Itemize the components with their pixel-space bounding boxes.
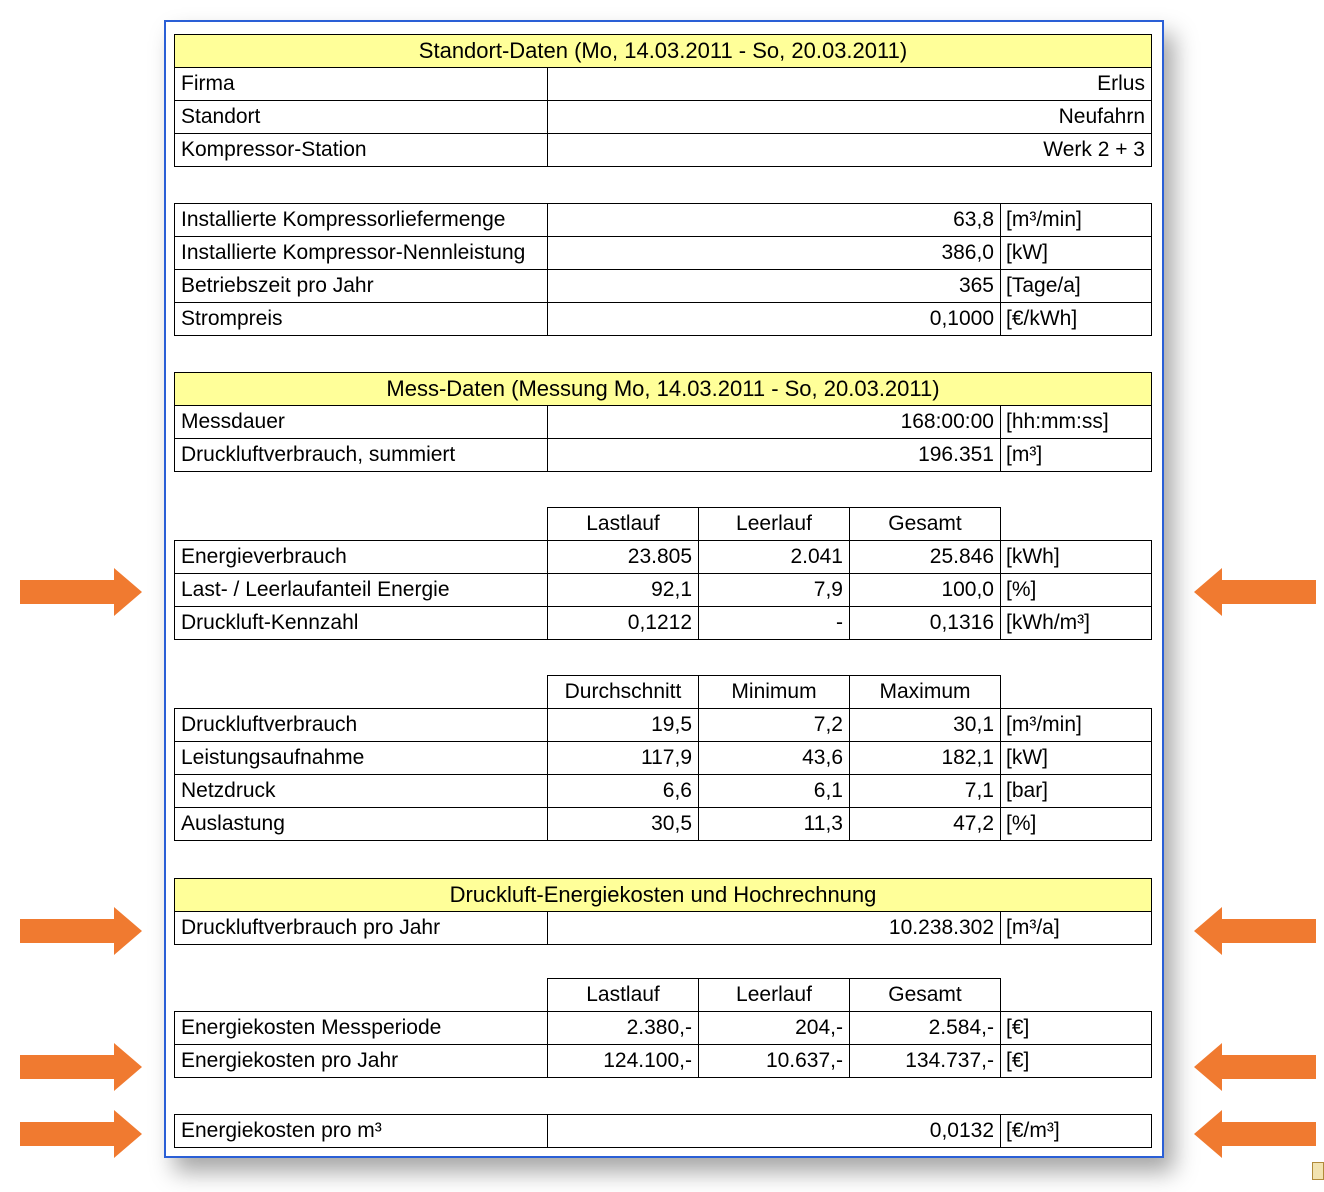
row-unit: [%] <box>1001 808 1152 841</box>
column-header-row <box>175 508 1152 541</box>
column-header-row <box>175 979 1152 1012</box>
row-label: Installierte Kompressorliefermenge <box>175 204 548 237</box>
row-label: Strompreis <box>175 303 548 336</box>
cell-value: 124.100,- <box>548 1045 699 1078</box>
column-header: Lastlauf <box>548 508 699 541</box>
row-unit: [kWh/m³] <box>1001 607 1152 640</box>
row-label: Energiekosten pro Jahr <box>175 1045 548 1078</box>
row-unit: [kWh] <box>1001 541 1152 574</box>
row-unit: [m³] <box>1001 439 1152 472</box>
column-header: Leerlauf <box>699 979 850 1012</box>
column-header: Gesamt <box>850 508 1001 541</box>
table-row <box>175 1115 1152 1148</box>
table-row <box>175 237 1152 270</box>
arrow-left-icon <box>1194 568 1316 616</box>
row-value: Neufahrn <box>548 101 1152 134</box>
arrow-right-icon <box>20 907 142 955</box>
arrow-right-icon <box>20 568 142 616</box>
kosten-table <box>174 878 1152 945</box>
row-label: Messdauer <box>175 406 548 439</box>
cell-value: 7,2 <box>699 709 850 742</box>
standort-title: Standort-Daten (Mo, 14.03.2011 - So, 20.03.2011) <box>175 35 1152 68</box>
row-unit: [€] <box>1001 1012 1152 1045</box>
row-unit: [bar] <box>1001 775 1152 808</box>
cell-value: 204,- <box>699 1012 850 1045</box>
row-unit: [kW] <box>1001 237 1152 270</box>
report-page <box>164 20 1164 1158</box>
row-unit: [€] <box>1001 1045 1152 1078</box>
cell-value: 23.805 <box>548 541 699 574</box>
row-label: Last- / Leerlaufanteil Energie <box>175 574 548 607</box>
row-label: Standort <box>175 101 548 134</box>
cell-value: 47,2 <box>850 808 1001 841</box>
installation-table <box>174 203 1152 336</box>
row-label: Auslastung <box>175 808 548 841</box>
table-row <box>175 709 1152 742</box>
row-label: Energiekosten pro m³ <box>175 1115 548 1148</box>
row-unit: [kW] <box>1001 742 1152 775</box>
row-unit: [%] <box>1001 574 1152 607</box>
table-row <box>175 541 1152 574</box>
arrow-left-icon <box>1194 1043 1316 1091</box>
table-row <box>175 607 1152 640</box>
cell-value: 6,1 <box>699 775 850 808</box>
column-header: Lastlauf <box>548 979 699 1012</box>
row-unit: [hh:mm:ss] <box>1001 406 1152 439</box>
row-value: 168:00:00 <box>548 406 1001 439</box>
cell-value: 11,3 <box>699 808 850 841</box>
row-value: 63,8 <box>548 204 1001 237</box>
cell-value: 2.584,- <box>850 1012 1001 1045</box>
column-header: Maximum <box>850 676 1001 709</box>
table-row <box>175 406 1152 439</box>
cell-value: 10.637,- <box>699 1045 850 1078</box>
row-unit: [€/m³] <box>1001 1115 1152 1148</box>
row-label: Druckluftverbrauch <box>175 709 548 742</box>
cell-value: 182,1 <box>850 742 1001 775</box>
row-label: Kompressor-Station <box>175 134 548 167</box>
mess-title: Mess-Daten (Messung Mo, 14.03.2011 - So, 20.03.2011) <box>175 373 1152 406</box>
cell-value: 117,9 <box>548 742 699 775</box>
cell-value: - <box>699 607 850 640</box>
row-label: Druckluftverbrauch pro Jahr <box>175 912 548 945</box>
row-label: Energiekosten Messperiode <box>175 1012 548 1045</box>
table-row <box>175 303 1152 336</box>
arrow-right-icon <box>20 1043 142 1091</box>
row-label: Druckluftverbrauch, summiert <box>175 439 548 472</box>
row-label: Netzdruck <box>175 775 548 808</box>
cell-value: 6,6 <box>548 775 699 808</box>
table-row <box>175 134 1152 167</box>
row-label: Energieverbrauch <box>175 541 548 574</box>
table-row <box>175 808 1152 841</box>
row-value: 196.351 <box>548 439 1001 472</box>
cell-value: 30,5 <box>548 808 699 841</box>
standort-table <box>174 34 1152 167</box>
table-row <box>175 204 1152 237</box>
row-value: Erlus <box>548 68 1152 101</box>
row-unit: [m³/min] <box>1001 709 1152 742</box>
cell-value: 7,9 <box>699 574 850 607</box>
row-value: 365 <box>548 270 1001 303</box>
table-row <box>175 1045 1152 1078</box>
row-value: 0,0132 <box>548 1115 1001 1148</box>
cell-value: 2.041 <box>699 541 850 574</box>
row-unit: [€/kWh] <box>1001 303 1152 336</box>
energie-table <box>174 507 1152 640</box>
table-row <box>175 270 1152 303</box>
table-row <box>175 574 1152 607</box>
page-corner-marker <box>1312 1162 1324 1180</box>
row-unit: [Tage/a] <box>1001 270 1152 303</box>
column-header: Leerlauf <box>699 508 850 541</box>
row-label: Firma <box>175 68 548 101</box>
mess-table <box>174 372 1152 472</box>
row-label: Druckluft-Kennzahl <box>175 607 548 640</box>
cell-value: 2.380,- <box>548 1012 699 1045</box>
stats-table <box>174 675 1152 841</box>
table-row <box>175 439 1152 472</box>
column-header: Gesamt <box>850 979 1001 1012</box>
cell-value: 43,6 <box>699 742 850 775</box>
cell-value: 30,1 <box>850 709 1001 742</box>
column-header-row <box>175 676 1152 709</box>
row-value: 10.238.302 <box>548 912 1001 945</box>
cell-value: 92,1 <box>548 574 699 607</box>
row-value: Werk 2 + 3 <box>548 134 1152 167</box>
cell-value: 7,1 <box>850 775 1001 808</box>
row-unit: [m³/a] <box>1001 912 1152 945</box>
cell-value: 134.737,- <box>850 1045 1001 1078</box>
row-value: 386,0 <box>548 237 1001 270</box>
kosten-m3-table <box>174 1114 1152 1148</box>
arrow-left-icon <box>1194 907 1316 955</box>
row-value: 0,1000 <box>548 303 1001 336</box>
cell-value: 19,5 <box>548 709 699 742</box>
table-row <box>175 1012 1152 1045</box>
table-row <box>175 775 1152 808</box>
table-row <box>175 912 1152 945</box>
cell-value: 25.846 <box>850 541 1001 574</box>
table-row <box>175 68 1152 101</box>
kosten-detail-table <box>174 978 1152 1078</box>
arrow-left-icon <box>1194 1110 1316 1158</box>
column-header: Minimum <box>699 676 850 709</box>
row-label: Leistungsaufnahme <box>175 742 548 775</box>
table-row <box>175 742 1152 775</box>
kosten-title: Druckluft-Energiekosten und Hochrechnung <box>175 879 1152 912</box>
column-header: Durchschnitt <box>548 676 699 709</box>
table-row <box>175 101 1152 134</box>
row-unit: [m³/min] <box>1001 204 1152 237</box>
arrow-right-icon <box>20 1110 142 1158</box>
cell-value: 0,1316 <box>850 607 1001 640</box>
row-label: Betriebszeit pro Jahr <box>175 270 548 303</box>
cell-value: 0,1212 <box>548 607 699 640</box>
cell-value: 100,0 <box>850 574 1001 607</box>
row-label: Installierte Kompressor-Nennleistung <box>175 237 548 270</box>
